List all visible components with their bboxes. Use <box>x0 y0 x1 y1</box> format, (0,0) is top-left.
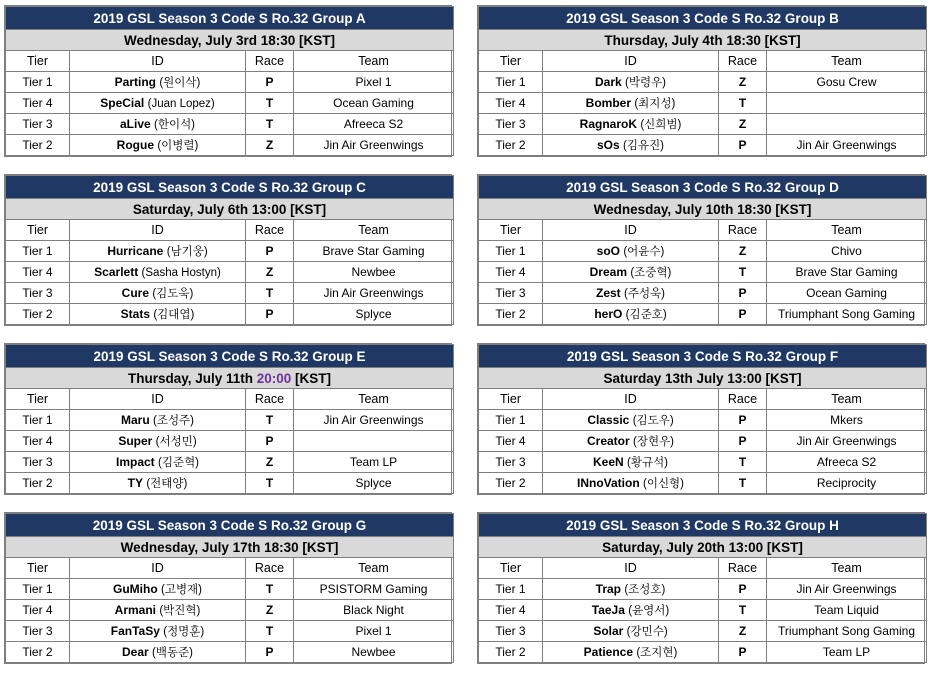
player-tier: Tier 2 <box>479 304 543 325</box>
player-team: Jin Air Greenwings <box>767 431 927 452</box>
player-team: Brave Star Gaming <box>767 262 927 283</box>
player-id: KeeN <box>592 455 624 469</box>
header-id: ID <box>70 51 246 72</box>
player-id-cell <box>70 262 246 283</box>
player-team: Jin Air Greenwings <box>294 283 454 304</box>
player-real-name: (황규석) <box>627 457 669 469</box>
date-timezone: [KST] <box>291 370 332 386</box>
player-id: soO <box>596 244 620 258</box>
group-date <box>479 199 927 220</box>
player-id: Solar <box>593 624 624 638</box>
group-h-table <box>477 512 925 664</box>
player-race: P <box>246 241 294 262</box>
player-id-cell <box>70 579 246 600</box>
player-team: Chivo <box>767 241 927 262</box>
player-race: T <box>246 410 294 431</box>
player-id: RagnaroK <box>579 117 637 131</box>
player-race: P <box>719 304 767 325</box>
player-tier: Tier 2 <box>6 473 70 494</box>
date-timezone: [KST] <box>761 370 802 386</box>
date-text: Wednesday, July 10th 18:30 <box>593 201 772 217</box>
player-race: T <box>719 262 767 283</box>
player-real-name: (조성주) <box>153 415 194 427</box>
player-id: Creator <box>586 434 630 448</box>
date-highlight: 20:00 <box>256 370 292 386</box>
player-id-cell <box>70 410 246 431</box>
player-real-name: (이병렬) <box>157 140 199 152</box>
player-real-name: (조성호) <box>624 584 666 596</box>
player-team: Newbee <box>294 262 454 283</box>
player-row <box>479 431 927 452</box>
group-title: 2019 GSL Season 3 Code S Ro.32 Group C <box>6 176 454 199</box>
player-real-name: (조중혁) <box>630 267 672 279</box>
player-race: T <box>246 283 294 304</box>
player-id-cell <box>543 114 719 135</box>
player-tier: Tier 2 <box>6 135 70 156</box>
header-id: ID <box>543 220 719 241</box>
player-race: T <box>246 93 294 114</box>
player-row <box>6 283 454 304</box>
header-tier: Tier <box>6 220 70 241</box>
player-race: T <box>246 579 294 600</box>
player-row <box>6 452 454 473</box>
player-id-cell <box>543 410 719 431</box>
header-team: Team <box>294 51 454 72</box>
player-id-cell <box>70 473 246 494</box>
player-team: Afreeca S2 <box>767 452 927 473</box>
player-race: T <box>246 621 294 642</box>
player-race: T <box>246 114 294 135</box>
player-id-cell <box>543 72 719 93</box>
player-id: Cure <box>121 286 149 300</box>
player-tier: Tier 3 <box>479 114 543 135</box>
header-tier: Tier <box>479 220 543 241</box>
player-race: P <box>719 135 767 156</box>
group-title: 2019 GSL Season 3 Code S Ro.32 Group D <box>479 176 927 199</box>
player-id-cell <box>70 431 246 452</box>
player-id: Stats <box>120 307 150 321</box>
header-race: Race <box>719 220 767 241</box>
player-id: Scarlett <box>94 265 139 279</box>
player-id-cell <box>543 579 719 600</box>
player-id-cell <box>70 642 246 663</box>
player-race: Z <box>246 135 294 156</box>
player-tier: Tier 3 <box>479 621 543 642</box>
player-id-cell <box>543 262 719 283</box>
player-race: P <box>719 283 767 304</box>
player-id-cell <box>70 283 246 304</box>
date-text: Wednesday, July 3rd 18:30 <box>123 32 296 48</box>
player-team <box>767 114 927 135</box>
player-id: herO <box>594 307 623 321</box>
player-team: Triumphant Song Gaming <box>767 304 927 325</box>
group-date <box>6 537 454 558</box>
player-row <box>6 410 454 431</box>
player-real-name: (Sasha Hostyn) <box>141 267 221 279</box>
player-id: Trap <box>595 582 621 596</box>
player-team: Black Night <box>294 600 454 621</box>
player-race: Z <box>246 600 294 621</box>
player-row <box>479 114 927 135</box>
player-id: Armani <box>114 603 156 617</box>
group-a-table <box>4 5 452 157</box>
player-team: Afreeca S2 <box>294 114 454 135</box>
group-title: 2019 GSL Season 3 Code S Ro.32 Group F <box>479 345 927 368</box>
player-id-cell <box>543 600 719 621</box>
player-row <box>479 600 927 621</box>
player-id-cell <box>70 72 246 93</box>
player-team: Team LP <box>767 642 927 663</box>
date-timezone: [KST] <box>295 32 336 48</box>
header-team: Team <box>294 389 454 410</box>
player-row <box>479 72 927 93</box>
player-real-name: (조지현) <box>636 647 678 659</box>
header-race: Race <box>246 389 294 410</box>
player-id: Zest <box>595 286 621 300</box>
player-real-name: (이신형) <box>643 478 684 490</box>
group-e-table <box>4 343 452 495</box>
date-timezone: [KST] <box>286 201 327 217</box>
player-id: Parting <box>114 75 156 89</box>
player-id: Dark <box>594 75 622 89</box>
player-real-name: (서성민) <box>155 436 197 448</box>
player-tier: Tier 3 <box>6 114 70 135</box>
date-timezone: [KST] <box>298 539 339 555</box>
player-race: P <box>719 410 767 431</box>
player-id: Classic <box>587 413 630 427</box>
date-text: Saturday 13th July 13:00 <box>603 370 762 386</box>
player-real-name: (김준혁) <box>158 457 200 469</box>
player-id: Rogue <box>116 138 154 152</box>
player-id-cell <box>543 93 719 114</box>
player-tier: Tier 2 <box>6 642 70 663</box>
player-tier: Tier 1 <box>479 579 543 600</box>
player-row <box>6 241 454 262</box>
player-race: P <box>719 579 767 600</box>
header-id: ID <box>543 558 719 579</box>
player-race: Z <box>719 114 767 135</box>
player-tier: Tier 4 <box>479 262 543 283</box>
date-text: Saturday, July 20th 13:00 <box>602 539 764 555</box>
player-id: aLive <box>119 117 151 131</box>
group-date <box>479 30 927 51</box>
player-id-cell <box>543 283 719 304</box>
player-real-name: (고병재) <box>161 584 202 596</box>
player-real-name: (윤영서) <box>628 605 670 617</box>
player-tier: Tier 4 <box>6 262 70 283</box>
player-row <box>6 579 454 600</box>
player-tier: Tier 3 <box>6 621 70 642</box>
player-id: Impact <box>115 455 155 469</box>
player-tier: Tier 2 <box>479 135 543 156</box>
player-tier: Tier 2 <box>479 642 543 663</box>
player-id-cell <box>543 642 719 663</box>
player-id: Dream <box>589 265 627 279</box>
header-tier: Tier <box>6 389 70 410</box>
player-tier: Tier 1 <box>6 579 70 600</box>
player-real-name: (주성욱) <box>624 288 666 300</box>
player-real-name: (신희범) <box>640 119 682 131</box>
player-tier: Tier 4 <box>479 600 543 621</box>
group-title: 2019 GSL Season 3 Code S Ro.32 Group H <box>479 514 927 537</box>
player-race: Z <box>719 241 767 262</box>
player-real-name: (정명훈) <box>163 626 205 638</box>
player-row <box>6 304 454 325</box>
player-race: Z <box>246 452 294 473</box>
player-id-cell <box>543 304 719 325</box>
group-title: 2019 GSL Season 3 Code S Ro.32 Group G <box>6 514 454 537</box>
group-g-table <box>4 512 452 664</box>
player-real-name: (김유진) <box>623 140 665 152</box>
player-tier: Tier 1 <box>479 72 543 93</box>
player-real-name: (김도욱) <box>152 288 194 300</box>
player-row <box>479 410 927 431</box>
player-id: GuMiho <box>113 582 158 596</box>
player-row <box>479 579 927 600</box>
player-id-cell <box>70 621 246 642</box>
player-id-cell <box>70 93 246 114</box>
player-real-name: (원이삭) <box>159 77 201 89</box>
player-id-cell <box>543 473 719 494</box>
player-id-cell <box>543 135 719 156</box>
player-team: Splyce <box>294 473 454 494</box>
player-team: Reciprocity <box>767 473 927 494</box>
player-id-cell <box>70 135 246 156</box>
player-row <box>6 431 454 452</box>
player-team: Pixel 1 <box>294 72 454 93</box>
player-team: Gosu Crew <box>767 72 927 93</box>
player-real-name: (어윤수) <box>623 246 665 258</box>
header-tier: Tier <box>6 51 70 72</box>
player-tier: Tier 1 <box>6 410 70 431</box>
player-real-name: (박령우) <box>625 77 667 89</box>
player-row <box>6 114 454 135</box>
header-race: Race <box>719 558 767 579</box>
group-date <box>479 537 927 558</box>
player-team: Ocean Gaming <box>294 93 454 114</box>
group-title: 2019 GSL Season 3 Code S Ro.32 Group B <box>479 7 927 30</box>
player-real-name: (백동준) <box>152 647 194 659</box>
player-team <box>294 431 454 452</box>
player-real-name: (김도우) <box>632 415 674 427</box>
player-tier: Tier 3 <box>6 452 70 473</box>
player-row <box>6 621 454 642</box>
header-team: Team <box>767 558 927 579</box>
header-team: Team <box>294 220 454 241</box>
date-text: Saturday, July 6th 13:00 <box>132 201 287 217</box>
player-id: sOs <box>596 138 620 152</box>
date-text: Wednesday, July 17th 18:30 <box>120 539 299 555</box>
player-team: Pixel 1 <box>294 621 454 642</box>
player-tier: Tier 3 <box>6 283 70 304</box>
player-id: TY <box>127 476 143 490</box>
header-id: ID <box>70 220 246 241</box>
player-real-name: (최지성) <box>634 98 676 110</box>
player-id-cell <box>543 621 719 642</box>
player-real-name: (장현우) <box>633 436 675 448</box>
player-race: T <box>719 452 767 473</box>
header-team: Team <box>767 389 927 410</box>
player-id: Dear <box>121 645 149 659</box>
player-row <box>6 600 454 621</box>
player-id: Patience <box>583 645 633 659</box>
group-c-table <box>4 174 452 326</box>
player-real-name: (김준호) <box>625 309 667 321</box>
group-f-table <box>477 343 925 495</box>
header-id: ID <box>543 51 719 72</box>
player-id-cell <box>543 241 719 262</box>
header-tier: Tier <box>479 558 543 579</box>
date-text: Thursday, July 11th <box>127 370 257 386</box>
header-race: Race <box>246 220 294 241</box>
player-id: Hurricane <box>107 244 164 258</box>
player-real-name: (박진혁) <box>159 605 201 617</box>
header-id: ID <box>543 389 719 410</box>
player-tier: Tier 4 <box>479 93 543 114</box>
player-tier: Tier 1 <box>6 241 70 262</box>
player-id: FanTaSy <box>110 624 160 638</box>
player-row <box>6 135 454 156</box>
player-real-name: (김대엽) <box>153 309 195 321</box>
group-title: 2019 GSL Season 3 Code S Ro.32 Group A <box>6 7 454 30</box>
player-id: SpeCial <box>100 96 145 110</box>
player-id: TaeJa <box>591 603 625 617</box>
player-row <box>479 452 927 473</box>
group-date <box>6 30 454 51</box>
player-race: T <box>719 600 767 621</box>
player-row <box>479 621 927 642</box>
player-real-name: (Juan Lopez) <box>147 98 215 110</box>
player-tier: Tier 1 <box>6 72 70 93</box>
player-real-name: (한이석) <box>154 119 196 131</box>
player-row <box>479 304 927 325</box>
header-team: Team <box>767 220 927 241</box>
player-row <box>479 473 927 494</box>
header-race: Race <box>246 51 294 72</box>
player-tier: Tier 2 <box>6 304 70 325</box>
player-race: P <box>246 431 294 452</box>
player-team: Jin Air Greenwings <box>767 579 927 600</box>
player-row <box>479 262 927 283</box>
date-timezone: [KST] <box>763 539 803 555</box>
player-tier: Tier 3 <box>479 283 543 304</box>
player-tier: Tier 3 <box>479 452 543 473</box>
group-d-table <box>477 174 925 326</box>
player-id-cell <box>70 241 246 262</box>
date-timezone: [KST] <box>760 32 801 48</box>
player-row <box>6 93 454 114</box>
player-id: Super <box>118 434 153 448</box>
player-team: Team LP <box>294 452 454 473</box>
player-row <box>6 473 454 494</box>
player-tier: Tier 4 <box>479 431 543 452</box>
player-tier: Tier 4 <box>6 600 70 621</box>
player-row <box>479 642 927 663</box>
group-b-table <box>477 5 925 157</box>
player-team: Jin Air Greenwings <box>767 135 927 156</box>
date-timezone: [KST] <box>771 201 812 217</box>
group-date <box>6 199 454 220</box>
player-row <box>6 72 454 93</box>
player-race: Z <box>246 262 294 283</box>
header-tier: Tier <box>6 558 70 579</box>
player-row <box>6 262 454 283</box>
player-tier: Tier 1 <box>479 410 543 431</box>
player-team: Jin Air Greenwings <box>294 135 454 156</box>
player-id-cell <box>70 452 246 473</box>
header-race: Race <box>719 51 767 72</box>
player-race: Z <box>719 72 767 93</box>
player-race: P <box>719 431 767 452</box>
player-race: P <box>246 72 294 93</box>
player-race: P <box>246 642 294 663</box>
player-id-cell <box>543 431 719 452</box>
player-race: P <box>246 304 294 325</box>
player-id-cell <box>70 304 246 325</box>
player-id-cell <box>70 600 246 621</box>
header-team: Team <box>767 51 927 72</box>
header-race: Race <box>719 389 767 410</box>
date-text: Thursday, July 4th 18:30 <box>604 32 761 48</box>
player-race: P <box>719 642 767 663</box>
player-team: Brave Star Gaming <box>294 241 454 262</box>
header-tier: Tier <box>479 389 543 410</box>
player-real-name: (강민수) <box>626 626 668 638</box>
player-row <box>479 135 927 156</box>
player-team: Mkers <box>767 410 927 431</box>
player-tier: Tier 2 <box>479 473 543 494</box>
player-tier: Tier 4 <box>6 431 70 452</box>
player-race: T <box>246 473 294 494</box>
header-race: Race <box>246 558 294 579</box>
header-id: ID <box>70 389 246 410</box>
player-team: Splyce <box>294 304 454 325</box>
player-team: PSISTORM Gaming <box>294 579 454 600</box>
player-row <box>479 93 927 114</box>
player-tier: Tier 4 <box>6 93 70 114</box>
group-title: 2019 GSL Season 3 Code S Ro.32 Group E <box>6 345 454 368</box>
player-id: Bomber <box>585 96 631 110</box>
player-row <box>6 642 454 663</box>
player-team: Team Liquid <box>767 600 927 621</box>
player-id-cell <box>543 452 719 473</box>
player-race: T <box>719 93 767 114</box>
header-team: Team <box>294 558 454 579</box>
group-date <box>6 368 454 389</box>
player-real-name: (전태양) <box>146 478 188 490</box>
player-team <box>767 93 927 114</box>
player-id: INnoVation <box>576 476 640 490</box>
player-team: Triumphant Song Gaming <box>767 621 927 642</box>
player-team: Jin Air Greenwings <box>294 410 454 431</box>
player-tier: Tier 1 <box>479 241 543 262</box>
header-tier: Tier <box>479 51 543 72</box>
player-id: Maru <box>120 413 150 427</box>
player-row <box>479 241 927 262</box>
player-race: Z <box>719 621 767 642</box>
player-real-name: (남기웅) <box>166 246 208 258</box>
player-team: Newbee <box>294 642 454 663</box>
player-team: Ocean Gaming <box>767 283 927 304</box>
player-id-cell <box>70 114 246 135</box>
header-id: ID <box>70 558 246 579</box>
player-race: T <box>719 473 767 494</box>
player-row <box>479 283 927 304</box>
group-date <box>479 368 927 389</box>
